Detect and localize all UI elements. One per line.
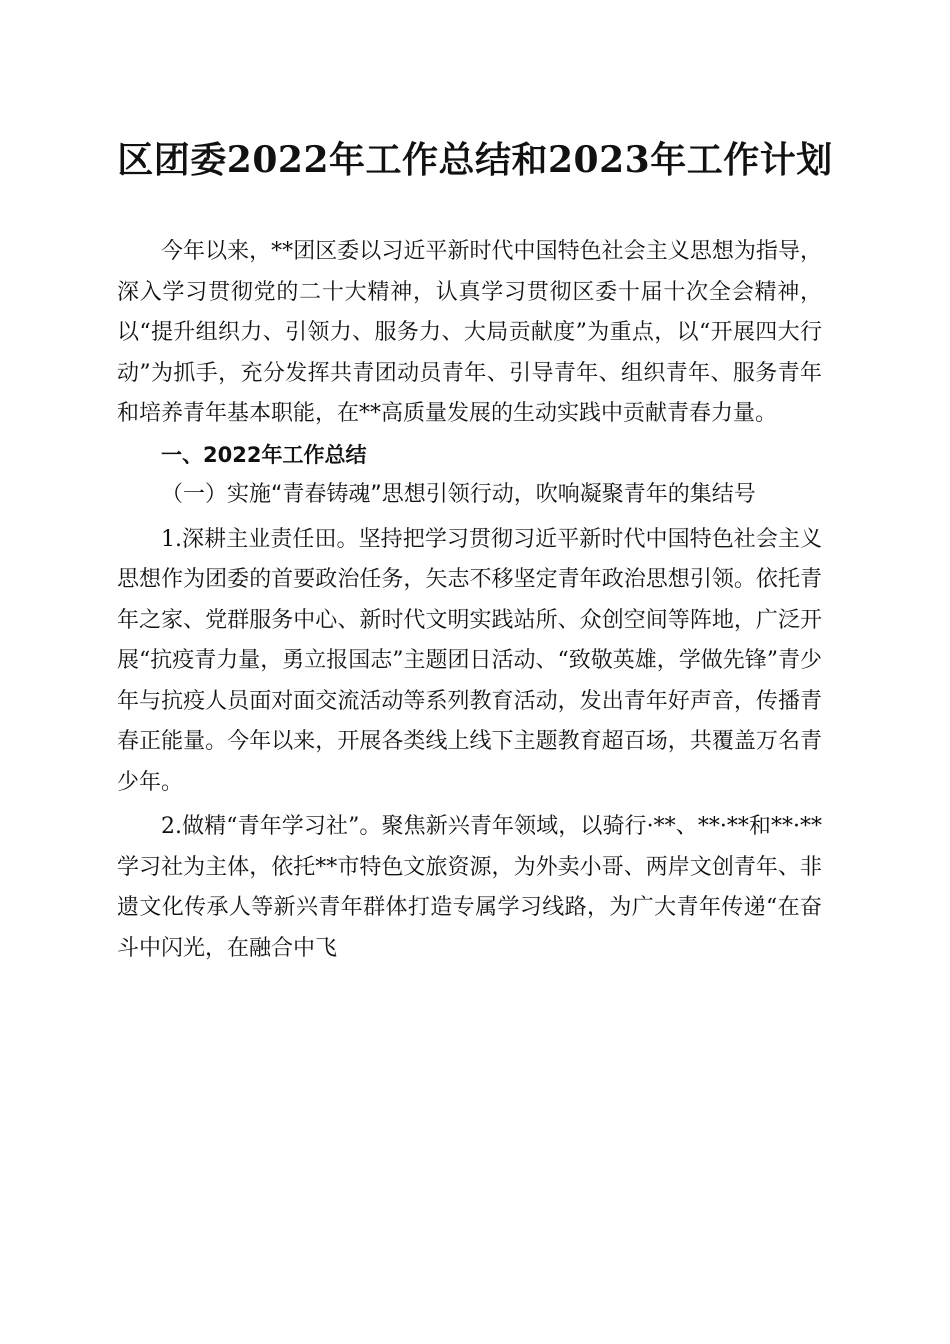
numbered-paragraph-1: 1.深耕主业责任田。坚持把学习贯彻习近平新时代中国特色社会主义思想作为团委的首要政治任务，矢志不移坚定青年政治思想引领。依托青年之家、党群服务中心、新时代文明实践站所、众创空间等阵地，广泛开展“抗疫青力量，勇立报国志”主题团日活动、“致敬英雄，学做先锋”青少年与抗疫人员面对面交流活动等系列教育活动，发出青年好声音，传播青春正能量。今年以来，开展各类线上线下主题教育超百场，共覆盖万名青少年。 [117, 526, 822, 795]
document-body [117, 232, 822, 969]
document-title: 区团委2022年工作总结和2023年工作计划 [117, 139, 833, 181]
intro-paragraph: 今年以来，**团区委以习近平新时代中国特色社会主义思想为指导，深入学习贯彻党的二十大精神，认真学习贯彻区委十届十次全会精神，以“提升组织力、引领力、服务力、大局贡献度”为重点，以“开展四大行动”为抓手，充分发挥共青团动员青年、引导青年、组织青年、服务青年和培养青年基本职能，在**高质量发展的生动实践中贡献青春力量。 [117, 239, 822, 426]
subsection-heading: （一）实施“青春铸魂”思想引领行动，吹响凝聚青年的集结号 [161, 482, 756, 507]
numbered-paragraph-2: 2.做精“青年学习社”。聚焦新兴青年领域，以骑行·**、**·**和**·**学习社为主体，依托**市特色文旅资源，为外卖小哥、两岸文创青年、非遗文化传承人等新兴青年群体打造专属学习线路，为广大青年传递“在奋斗中闪光，在融合中飞 [117, 814, 822, 961]
section-heading: 一、2022年工作总结 [161, 442, 367, 467]
